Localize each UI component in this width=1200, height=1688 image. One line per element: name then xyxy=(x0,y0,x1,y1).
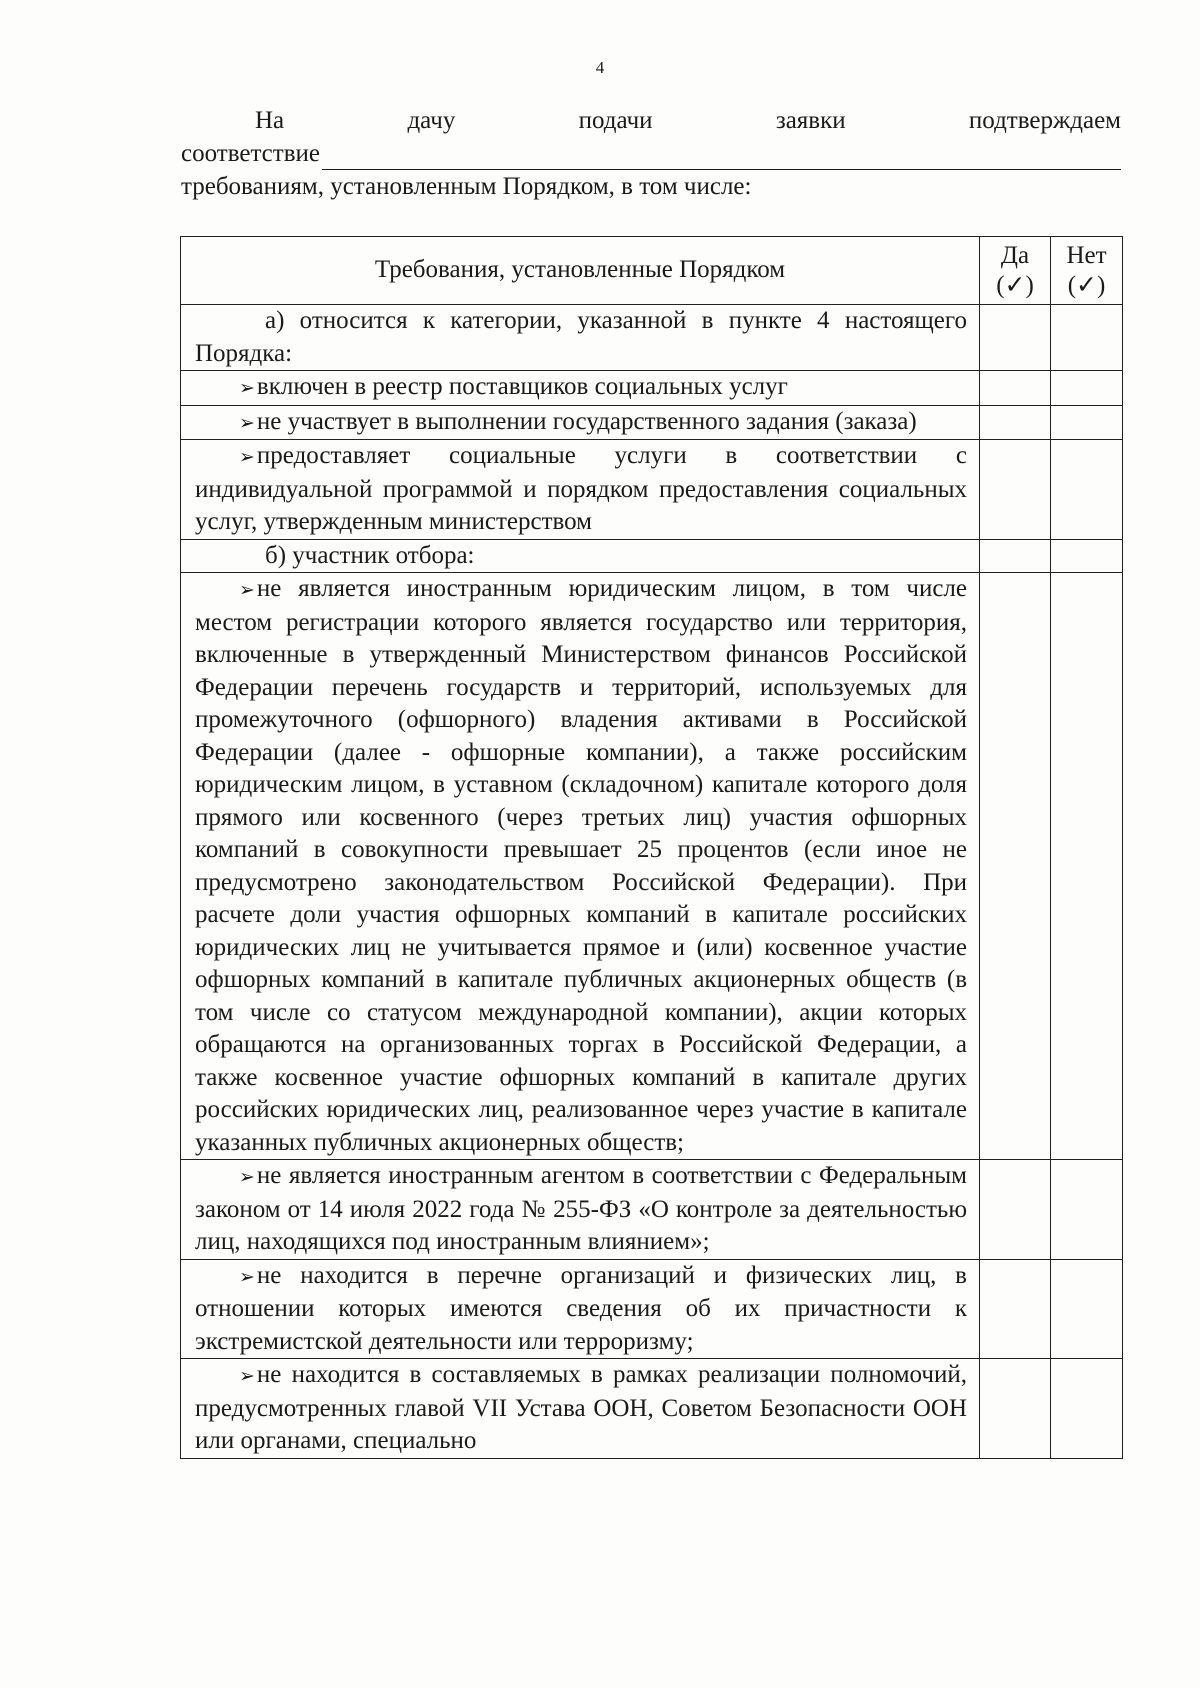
arrow-bullet-icon: ➢ xyxy=(239,1365,255,1387)
header-yes xyxy=(980,237,1051,305)
intro-conformity: соответствие xyxy=(181,140,320,167)
table-row xyxy=(181,405,1123,440)
requirement-item xyxy=(181,1359,980,1459)
no-checkbox-cell[interactable] xyxy=(1051,1359,1123,1459)
yes-checkbox-cell[interactable] xyxy=(980,440,1051,540)
table-header-row xyxy=(181,237,1123,305)
header-no xyxy=(1051,237,1123,305)
header-yes-check: (✓) xyxy=(996,271,1034,299)
intro-word: заявки xyxy=(775,107,846,134)
table-row xyxy=(181,371,1123,406)
requirement-item xyxy=(181,440,980,540)
requirement-text: не является иностранным агентом в соответствии с Федеральным законом от 14 июля 2022 года № 255-ФЗ «О контроле за деятельностью лиц, находящихся под иностранным влиянием»; xyxy=(195,1162,967,1255)
arrow-bullet-icon: ➢ xyxy=(239,377,255,399)
yes-checkbox-cell[interactable] xyxy=(980,573,1051,1160)
header-requirements: Требования, установленные Порядком xyxy=(181,237,980,305)
requirement-item xyxy=(181,1160,980,1260)
arrow-bullet-icon: ➢ xyxy=(239,1265,255,1288)
no-checkbox-cell[interactable] xyxy=(1051,405,1123,440)
requirement-text: не участвует в выполнении государственного задания (заказа) xyxy=(256,407,917,435)
table-row xyxy=(181,573,1123,1160)
intro-line-2 xyxy=(181,137,1121,170)
table-row xyxy=(181,1160,1123,1260)
table-row xyxy=(181,539,1123,573)
yes-checkbox-cell[interactable] xyxy=(980,1259,1051,1359)
requirement-text: не находится в перечне организаций и физических лиц, в отношении которых имеются сведения об их причастности к экстремистской деятельности или терроризму; xyxy=(195,1261,967,1355)
header-no-label: Нет xyxy=(1066,241,1107,269)
section-b-text: б) участник отбора: xyxy=(181,539,980,573)
yes-checkbox-cell[interactable] xyxy=(980,305,1051,371)
requirement-text: включен в реестр поставщиков социальных услуг xyxy=(256,373,788,400)
requirement-item xyxy=(181,405,980,440)
requirement-item xyxy=(181,1259,980,1359)
arrow-bullet-icon: ➢ xyxy=(239,579,255,601)
blank-fill-line xyxy=(322,145,1121,170)
yes-checkbox-cell[interactable] xyxy=(980,539,1051,573)
table-row xyxy=(181,1359,1123,1459)
table-row xyxy=(181,440,1123,540)
requirements-table xyxy=(180,236,1123,1459)
intro-word: подтверждаем xyxy=(968,107,1121,134)
intro-paragraph xyxy=(181,104,1121,203)
requirement-text: предоставляет социальные услуги в соответствии с индивидуальной программой и порядком предоставления социальных услуг, утвержденным министерством xyxy=(195,442,967,535)
arrow-bullet-icon: ➢ xyxy=(239,1166,255,1188)
intro-word: На xyxy=(255,107,285,134)
page-number: 4 xyxy=(595,58,605,77)
header-yes-label: Да xyxy=(1000,241,1030,269)
requirement-item xyxy=(181,371,980,406)
no-checkbox-cell[interactable] xyxy=(1051,1160,1123,1260)
arrow-bullet-icon: ➢ xyxy=(239,446,255,468)
no-checkbox-cell[interactable] xyxy=(1051,305,1123,371)
table-row xyxy=(181,1259,1123,1359)
no-checkbox-cell[interactable] xyxy=(1051,440,1123,540)
yes-checkbox-cell[interactable] xyxy=(980,1359,1051,1459)
yes-checkbox-cell[interactable] xyxy=(980,405,1051,440)
section-a-text: а) относится к категории, указанной в пункте 4 настоящего Порядка: xyxy=(181,305,980,371)
intro-word: подачи xyxy=(578,107,653,134)
intro-line-1 xyxy=(181,104,1121,137)
yes-checkbox-cell[interactable] xyxy=(980,1160,1051,1260)
requirement-item xyxy=(181,573,980,1160)
no-checkbox-cell[interactable] xyxy=(1051,1259,1123,1359)
requirement-text: не находится в составляемых в рамках реализации полномочий, предусмотренных главой VII Устава ООН, Советом Безопасности ООН или органами, специально xyxy=(195,1361,967,1454)
arrow-bullet-icon: ➢ xyxy=(239,411,255,434)
intro-line-3: требованиям, установленным Порядком, в том числе: xyxy=(181,173,752,200)
no-checkbox-cell[interactable] xyxy=(1051,539,1123,573)
yes-checkbox-cell[interactable] xyxy=(980,371,1051,406)
table-row xyxy=(181,305,1123,371)
no-checkbox-cell[interactable] xyxy=(1051,371,1123,406)
no-checkbox-cell[interactable] xyxy=(1051,573,1123,1160)
requirement-text: не является иностранным юридическим лицом, в том числе местом регистрации которого является государство или территория, включенные в утвержденный Министерством финансов Российской Федерации перечень государств и территорий, используемых для промежуточного (офшорного) владения активами в Российской Федерации (далее - офшорные компании), а также российским юридическим лицом, в уставном (складочном) капитале которого доля прямого или косвенного (через третьих лиц) участия офшорных компаний в совокупности превышает 25 процентов (если иное не предусмотрено законодательством Российской Федерации). При расчете доли участия офшорных компаний в капитале российских юридических лиц не учитывается прямое и (или) косвенное участие офшорных компаний в капитале публичных акционерных обществ (в том числе со статусом международной компании), акции которых обращаются на организованных торгах в Российской Федерации, а также косвенное участие офшорных компаний в капитале других российских юридических лиц, реализованное через участие в капитале указанных публичных акционерных обществ; xyxy=(195,575,967,1156)
header-no-check: (✓) xyxy=(1067,271,1106,299)
intro-word: дачу xyxy=(407,107,456,134)
